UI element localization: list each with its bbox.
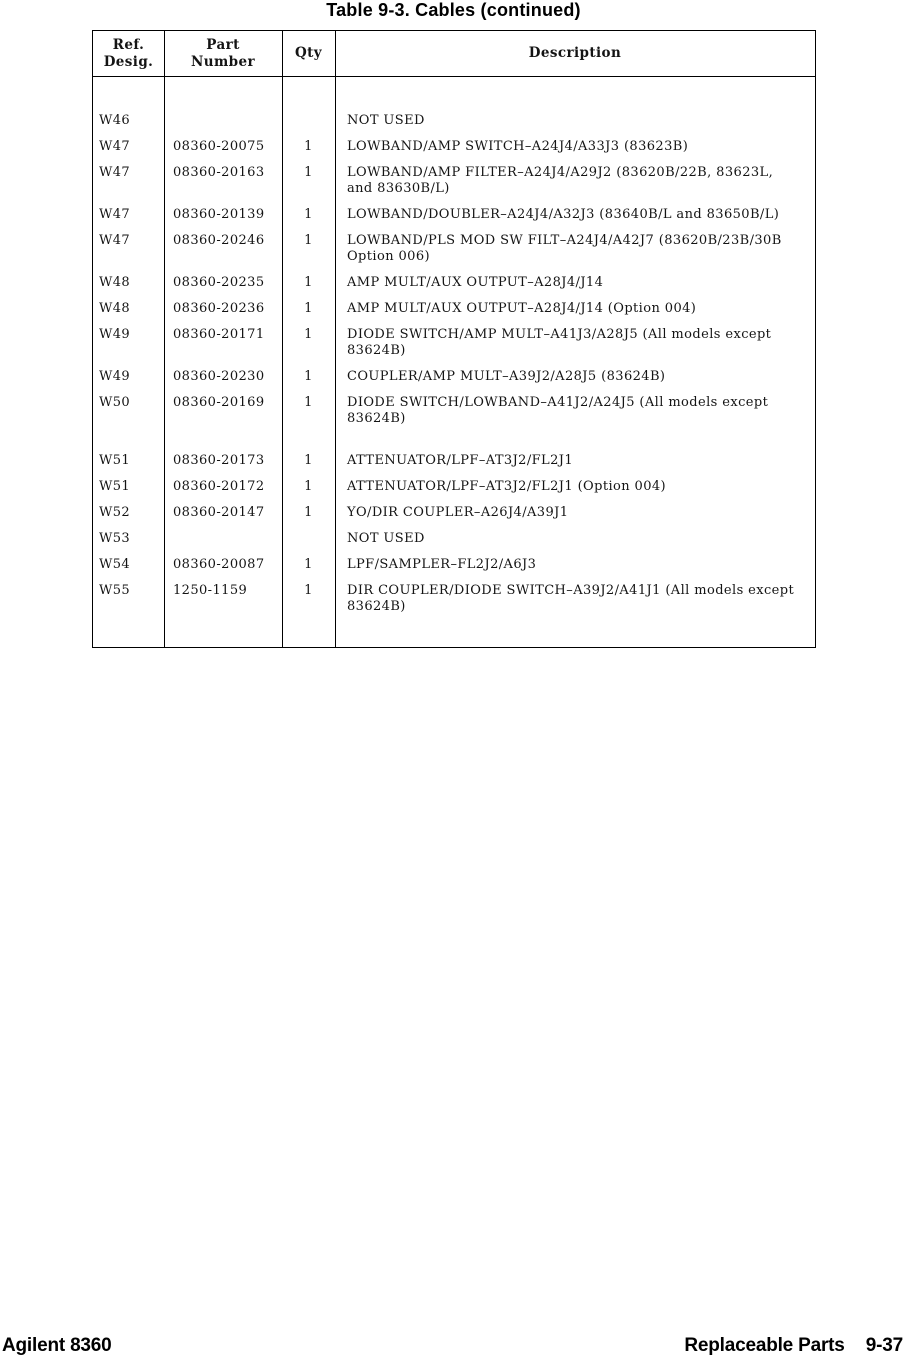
cell-ref-desig: W46: [99, 113, 131, 128]
cell-qty: 1: [304, 505, 313, 520]
cell-ref-desig: W47: [99, 165, 131, 180]
cell-qty: 1: [304, 395, 313, 410]
table-row: [93, 301, 815, 317]
cell-qty: 1: [304, 301, 313, 316]
table-row: [93, 233, 815, 265]
cell-part-number: 08360-20139: [173, 207, 265, 222]
cell-description: AMP MULT/AUX OUTPUT–A28J4/J14 (Option 004): [347, 301, 697, 316]
cell-part-number: 08360-20171: [173, 327, 265, 342]
cell-ref-desig: W51: [99, 479, 131, 494]
table-row: [93, 113, 815, 129]
cell-ref-desig: W50: [99, 395, 131, 410]
cell-part-number: 08360-20236: [173, 301, 265, 316]
cell-qty: [282, 531, 335, 547]
cell-part-number: 08360-20075: [173, 139, 265, 154]
cell-part-number: 08360-20169: [173, 395, 265, 410]
header-ref-desig: [93, 37, 164, 71]
footer-section-title: Replaceable Parts: [684, 1335, 845, 1356]
header-ref-line2: Desig.: [103, 53, 154, 70]
cell-part-number: 08360-20173: [173, 453, 265, 468]
cell-part-number: 08360-20163: [173, 165, 265, 180]
cell-ref-desig: W47: [99, 207, 131, 222]
cell-description: LPF/SAMPLER–FL2J2/A6J3: [347, 557, 537, 572]
footer-product-name: Agilent 8360: [2, 1335, 112, 1356]
cell-description: LOWBAND/DOUBLER–A24J4/A32J3 (83640B/L and 83650B/L): [347, 207, 780, 222]
header-part-line1: Part: [206, 36, 240, 53]
cell-qty: 1: [304, 139, 313, 154]
table-row: [93, 165, 815, 197]
cell-description: LOWBAND/AMP SWITCH–A24J4/A33J3 (83623B): [347, 139, 689, 154]
cell-description: YO/DIR COUPLER–A26J4/A39J1: [347, 505, 569, 520]
cell-qty: 1: [304, 479, 313, 494]
cables-table: [92, 30, 816, 648]
header-qty: Qty: [294, 45, 323, 61]
cell-ref-desig: W49: [99, 369, 131, 384]
cell-qty: 1: [304, 327, 313, 342]
cell-ref-desig: W55: [99, 583, 131, 598]
cell-qty: 1: [304, 583, 313, 598]
cell-description: DIR COUPLER/DIODE SWITCH–A39J2/A41J1 (All models except 83624B): [347, 583, 795, 614]
cell-ref-desig: W51: [99, 453, 131, 468]
table-row: [93, 275, 815, 291]
table-row: [93, 479, 815, 495]
cell-description: NOT USED: [347, 113, 425, 128]
cell-part-number: 08360-20230: [173, 369, 265, 384]
footer-section: [684, 1335, 903, 1357]
cell-part-number: 08360-20172: [173, 479, 265, 494]
page-footer: [2, 1335, 903, 1357]
table-row: [93, 395, 815, 427]
cell-ref-desig: W47: [99, 139, 131, 154]
cell-ref-desig: W53: [99, 531, 131, 546]
cell-part-number: 08360-20246: [173, 233, 265, 248]
footer-page-number: 9-37: [865, 1335, 903, 1356]
table-row: [93, 327, 815, 359]
cell-description: LOWBAND/PLS MOD SW FILT–A24J4/A42J7 (83620B/23B/30B Option 006): [347, 233, 782, 264]
cell-ref-desig: W52: [99, 505, 131, 520]
cell-part-number: 1250-1159: [173, 583, 248, 598]
cell-description: DIODE SWITCH/AMP MULT–A41J3/A28J5 (All models except 83624B): [347, 327, 772, 358]
column-divider: [335, 31, 336, 647]
table-header-row: [93, 31, 815, 77]
table-body: [93, 77, 815, 615]
table-row: [93, 583, 815, 615]
cell-part-number: 08360-20087: [173, 557, 265, 572]
cell-description: COUPLER/AMP MULT–A39J2/A28J5 (83624B): [347, 369, 666, 384]
page-title: Table 9-3. Cables (continued): [326, 0, 581, 20]
cell-ref-desig: W49: [99, 327, 131, 342]
cell-part-number: 08360-20235: [173, 275, 265, 290]
cell-part-number: 08360-20147: [173, 505, 265, 520]
cell-description: ATTENUATOR/LPF–AT3J2/FL2J1: [347, 453, 574, 468]
cell-ref-desig: W48: [99, 301, 131, 316]
cell-qty: 1: [304, 165, 313, 180]
table-row: [93, 505, 815, 521]
cell-qty: [282, 113, 335, 129]
cell-description: LOWBAND/AMP FILTER–A24J4/A29J2 (83620B/22B, 83623L, and 83630B/L): [347, 165, 774, 196]
table-row: [93, 453, 815, 469]
column-divider: [282, 31, 283, 647]
header-part-number: [164, 37, 282, 71]
table-row: [93, 207, 815, 223]
cell-qty: 1: [304, 453, 313, 468]
column-divider: [164, 31, 165, 647]
header-part-line2: Number: [191, 53, 255, 70]
cell-qty: 1: [304, 207, 313, 222]
cell-description: DIODE SWITCH/LOWBAND–A41J2/A24J5 (All models except 83624B): [347, 395, 769, 426]
cell-description: AMP MULT/AUX OUTPUT–A28J4/J14: [347, 275, 604, 290]
cell-description: NOT USED: [347, 531, 425, 546]
table-row: [93, 139, 815, 155]
cell-description: ATTENUATOR/LPF–AT3J2/FL2J1 (Option 004): [347, 479, 667, 494]
cell-ref-desig: W54: [99, 557, 131, 572]
cell-qty: 1: [304, 369, 313, 384]
table-row: [93, 369, 815, 385]
cell-ref-desig: W47: [99, 233, 131, 248]
header-ref-line1: Ref.: [112, 36, 145, 53]
cell-part-number: [164, 113, 282, 129]
cell-qty: 1: [304, 233, 313, 248]
cell-part-number: [164, 531, 282, 547]
cell-qty: 1: [304, 557, 313, 572]
cell-ref-desig: W48: [99, 275, 131, 290]
table-row: [93, 557, 815, 573]
cell-qty: 1: [304, 275, 313, 290]
header-description: Description: [528, 45, 622, 61]
table-row: [93, 531, 815, 547]
